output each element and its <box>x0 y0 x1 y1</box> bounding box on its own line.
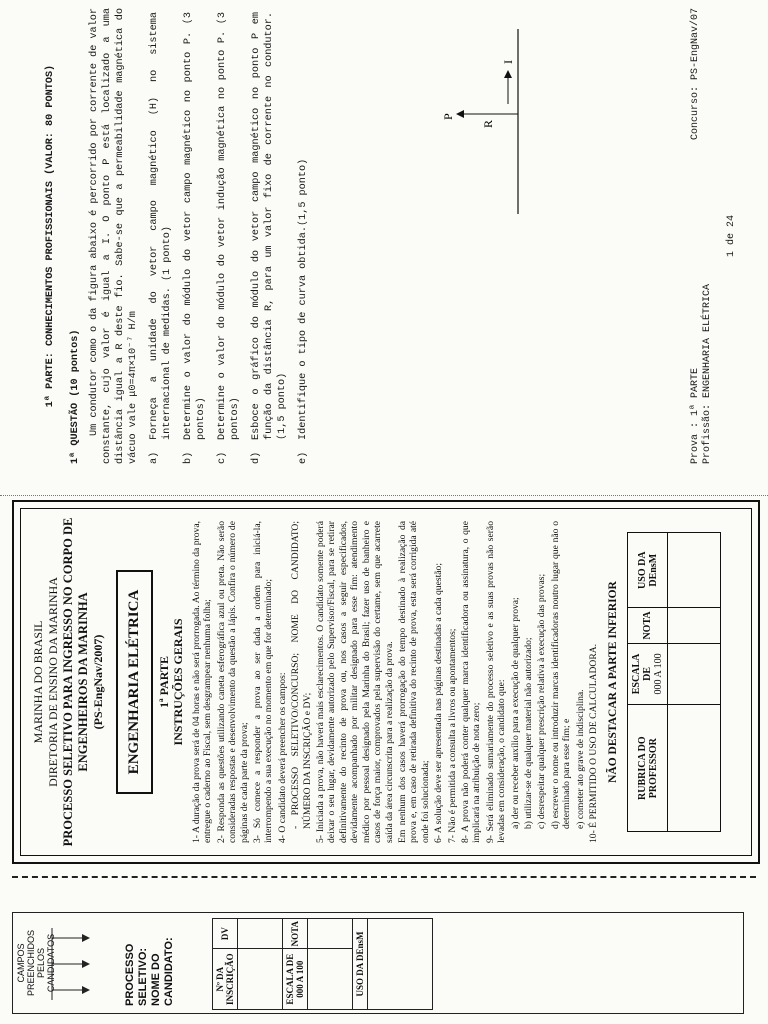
stub-labels <box>124 920 176 1006</box>
question-item <box>182 8 208 464</box>
point-p-label: P <box>441 113 455 120</box>
page-fold <box>0 495 768 496</box>
uso-field <box>368 919 433 1010</box>
instruction-item: c) desrespeitar qualquer prescrição relativa à execução das provas; <box>536 573 548 829</box>
rubrica-field <box>668 705 721 832</box>
uso-header: USO DA DEnsM <box>353 919 368 1010</box>
part-title: 1ª PARTE: CONHECIMENTOS PROFISSIONAIS (VALOR: 80 PONTOS) <box>45 64 56 408</box>
instruction-item: d) escrever o nome ou introduzir marcas identificadoras noutro lugar que não o determinado para esse fim; e <box>549 521 573 829</box>
nota-header: NOTA <box>283 919 308 949</box>
header-line-1: MARINHA DO BRASIL <box>31 620 45 744</box>
processo-label: PROCESSO SELETIVO: <box>124 943 149 1006</box>
footer-concurso: Concurso: PS-EngNav/07 <box>690 8 701 141</box>
item-label: b) <box>183 451 194 464</box>
instruction-item: 3- Só comece a responder a prova ao ser dada a ordem para iniciá-la, interrompendo a sua execução no momento em que for determinado; <box>252 521 275 843</box>
instruction-item: 8- A prova não poderá conter qualquer marca identificadora ou assinatura, o que implicará na atribuição de nota zero; <box>459 521 483 843</box>
campos-label: CAMPOS PREENCHIDOS PELOS CANDIDATOS <box>16 930 56 997</box>
question-item <box>148 8 174 464</box>
exam-cover <box>12 500 760 864</box>
instruction-item: 2- Responda as questões utilizando caneta esferográfica azul ou preta. Não serão consideradas respostas e desenvolvimento da questão a lápis. Confira o número de páginas de cada parte da prova; <box>215 521 250 843</box>
item-text: Determine o valor do módulo do vetor indução magnética no ponto P. (3 pontos) <box>217 12 241 440</box>
nota-field[interactable] <box>308 919 353 949</box>
uso-field <box>668 533 721 608</box>
nao-destacar-label: NÃO DESTACAR A PARTE INFERIOR <box>607 581 620 783</box>
area-title: ENGENHARIA ELÉTRICA <box>116 570 153 794</box>
cover-header <box>31 509 106 855</box>
item-text: Esboce o gráfico do módulo do vetor campo magnético no ponto P em função da distância R, para um valor fixo de corrente no condutor. (1,5 ponto) <box>251 12 288 440</box>
distance-arrow-icon <box>456 110 464 118</box>
question-stem: Um condutor como o da figura abaixo é percorrido por corrente de valor constante, cujo valor é igual a I. O ponto P está localizado a uma distância igual a R deste fio. Sabe-se que a permeabilidade magnética do vácuo vale μ0=4π×10⁻⁷ H/m <box>89 8 139 464</box>
item-label: a) <box>149 451 160 464</box>
item-label: d) <box>251 451 262 464</box>
header-line-2: DIRETORIA DE ENSINO DA MARINHA <box>46 577 60 787</box>
item-text: Identifique o tipo de curva obtida.(1,5 ponto) <box>298 158 309 440</box>
dv-field[interactable] <box>238 919 283 949</box>
conductor-figure <box>438 24 588 224</box>
escala-header <box>283 949 308 1010</box>
instruction-item: e) cometer ato grave de indisciplina. <box>574 689 586 829</box>
question-item <box>297 8 310 464</box>
instrucoes-label: INSTRUÇÕES GERAIS <box>171 618 185 746</box>
item-text: Forneça a unidade do vetor campo magnético (H) no sistema internacional de medidas. (1 ponto) <box>149 12 173 440</box>
escala-cell <box>668 643 721 705</box>
parte-label: 1ª PARTE <box>157 656 171 708</box>
uso-header: USO DA DEnsM <box>628 533 668 608</box>
cover-inner-frame <box>20 508 752 856</box>
stub-table <box>212 918 433 1010</box>
nome-label: NOME DO CANDIDATO: <box>150 937 175 1006</box>
instruction-item: 1- A duração da prova será de 04 horas e não será prorrogada. Ao término da prova, entregue o caderno ao Fiscal, sem desgrampear nenhuma folha; <box>191 521 214 843</box>
escala-range: 000 A 100 <box>295 960 305 998</box>
current-arrow-icon <box>504 70 512 78</box>
question-item <box>250 8 289 464</box>
inscricao-field[interactable] <box>238 949 283 1010</box>
grade-table <box>627 532 721 832</box>
escala-cell <box>308 949 353 1010</box>
escala-range: 000 A 100 <box>653 653 665 695</box>
instruction-item: 10- É PERMITIDO O USO DE CALCULADORA. <box>588 643 599 843</box>
escala-label: ESCALA DE <box>631 653 654 695</box>
candidate-stub <box>12 866 756 1014</box>
nota-field <box>668 608 721 643</box>
inscricao-header: Nº DA INSCRIÇÃO <box>213 949 238 1010</box>
item-label: c) <box>217 451 228 464</box>
item-text: Determine o valor do módulo do vetor campo magnético no ponto P. (3 pontos) <box>183 12 207 440</box>
dv-header: DV <box>213 919 238 949</box>
escala-label: ESCALA DE <box>285 953 295 1005</box>
instruction-item: 4- O candidato deverá preencher os campos: <box>276 672 288 843</box>
header-line-4: (PS-EngNav/2007) <box>91 634 105 730</box>
instruction-item: b) utilizar-se de qualquer material não autorizado; <box>522 637 534 829</box>
escala-header <box>628 643 668 705</box>
page-number: 1 de 24 <box>726 215 737 258</box>
instruction-item: - PROCESSO SELETIVO/CONCURSO; NOME DO CANDIDATO; NÚMERO DA INSCRIÇÃO e DV; <box>290 521 313 829</box>
instructions-list <box>191 521 599 843</box>
instruction-item: 7- Não é permitida a consulta a livros ou apontamentos; <box>446 628 458 843</box>
instruction-item: Em nenhum dos casos haverá prorrogação do tempo destinado à realização da prova e, em caso de retirada definitiva do recinto de prova, esta será corrigida até onde foi solucionada; <box>396 521 431 843</box>
detach-line <box>12 876 756 878</box>
page-footer <box>690 8 738 464</box>
instruction-item: a) der ou receber auxílio para a execução de qualquer prova; <box>509 597 521 829</box>
instruction-item: 5- Iniciada a prova, não haverá mais esclarecimentos. O candidato somente poderá deixar o seu lugar, devidamente autorizado pelo Supervisor/Fiscal, para se retirar definitivamente do recinto de prova ou, nos casos a seguir especificados, devidamente acompanhado por militar designado para esse fim: atendimento médico por pessoal designado pela Marinha do Brasil; fazer uso de banheiro e casos de força maior, comprovados pela supervisão do certame, sem que acarrete saída da área circunscrita para a realização da prova. <box>315 521 395 843</box>
rubrica-header: RUBRICA DO PROFESSOR <box>628 705 668 832</box>
footer-prova: Prova : 1ª PARTE <box>690 367 701 464</box>
distance-r-label: R <box>481 119 495 128</box>
instruction-item: 6- A solução deve ser apresentada nas páginas destinadas a cada questão; <box>433 563 445 843</box>
arrows-icon <box>46 924 94 1004</box>
header-line-3: PROCESSO SELETIVO PARA INGRESSO NO CORPO DE ENGENHEIROS DA MARINHA <box>61 517 90 847</box>
item-label: e) <box>298 451 309 464</box>
instruction-item: 9- Será eliminado sumariamente do processo seletivo e as suas provas não serão levadas em consideração, o candidato que: <box>484 521 508 843</box>
question-item <box>216 8 242 464</box>
question-page <box>18 8 758 464</box>
question-number: 1ª QUESTÃO (10 pontos) <box>70 329 81 464</box>
nota-header: NOTA <box>628 608 668 643</box>
current-i-label: I <box>501 60 515 64</box>
footer-profissao: Profissão: ENGENHARIA ELÉTRICA <box>702 283 713 464</box>
